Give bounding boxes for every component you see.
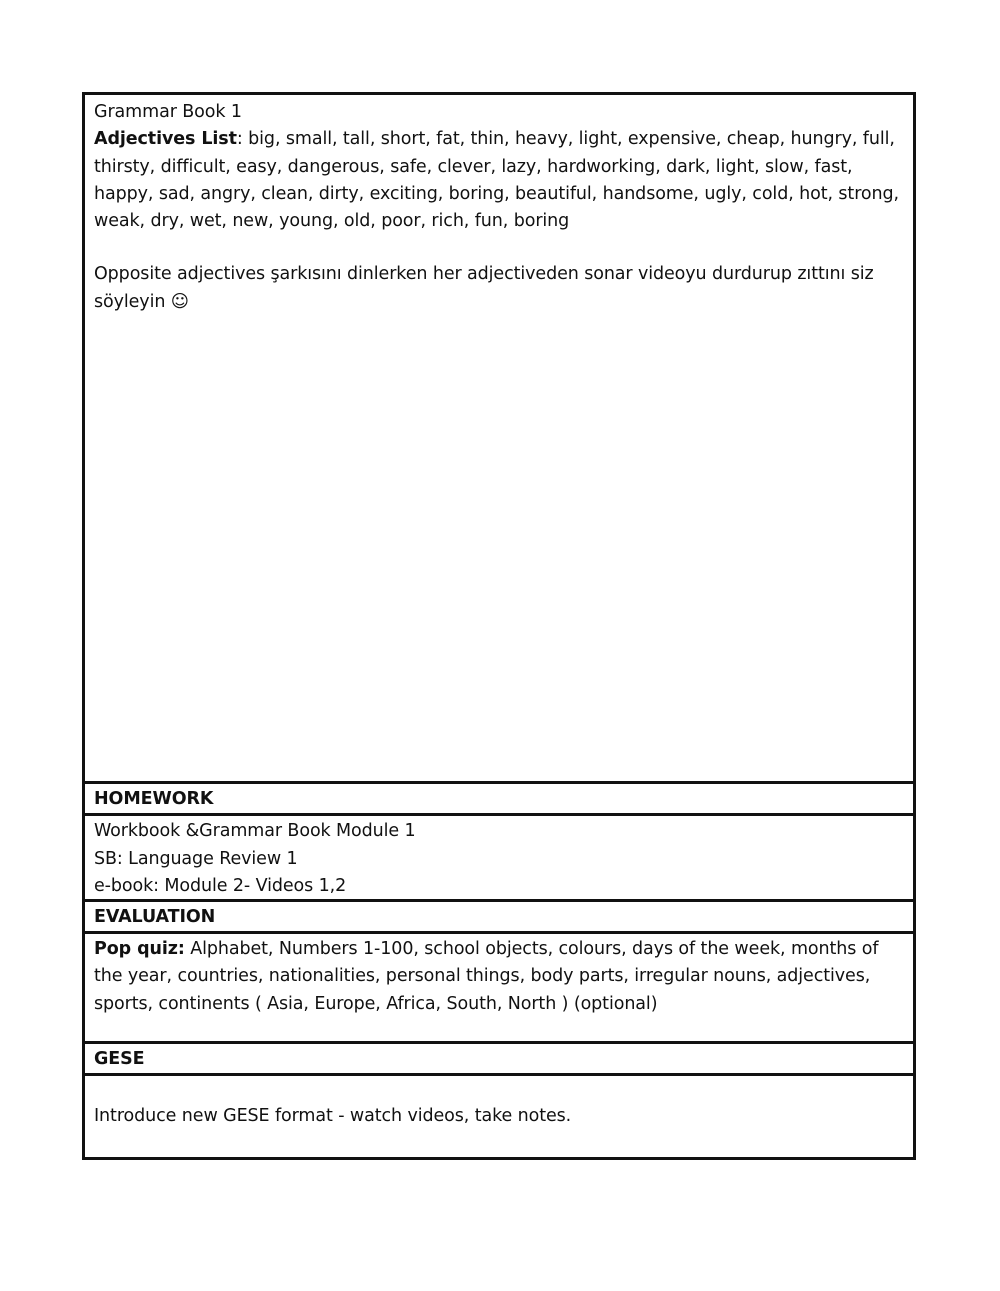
homework-item: SB: Language Review 1: [94, 848, 298, 869]
pop-quiz-topics: Alphabet, Numbers 1-100, school objects, colours, days of the week, months of the year, countries, nationalities, personal things, body parts, irregular nouns, adjectives, sports, continents ( Asia, Europe, Africa, South, North ) (optional): [94, 939, 879, 1014]
instruction-text: Opposite adjectives şarkısını dinlerken her adjectiveden sonar videoyu durdurup zıttını siz söyleyin ☺: [94, 264, 874, 312]
gese-heading: GESE: [85, 1041, 913, 1073]
lesson-content-cell: [85, 95, 913, 781]
lesson-plan-table: [82, 92, 916, 1160]
homework-heading: HOMEWORK: [85, 781, 913, 813]
evaluation-heading: EVALUATION: [85, 899, 913, 931]
pop-quiz-text: [94, 936, 903, 1018]
gese-text: Introduce new GESE format - watch videos, take notes.: [94, 1106, 572, 1126]
homework-item: e-book: Module 2- Videos 1,2: [94, 876, 347, 896]
gese-cell: [85, 1073, 913, 1157]
evaluation-cell: [85, 931, 913, 1041]
homework-cell: [85, 813, 913, 899]
adjectives-text: : big, small, tall, short, fat, thin, heavy, light, expensive, cheap, hungry, full, thirsty, difficult, easy, dangerous, safe, clever, lazy, hardworking, dark, light, slow, fast, happy, sad, angry, clean, dirty, exciting, boring, beautiful, handsome, ugly, cold, hot, strong, weak, dry, wet, new, young, old, poor, rich, fun, boring: [94, 129, 899, 232]
adjectives-list: [94, 126, 903, 235]
adjectives-label: Adjectives List: [94, 129, 237, 150]
spacer: [94, 235, 903, 261]
pop-quiz-label: Pop quiz:: [94, 939, 185, 959]
homework-item: Workbook &Grammar Book Module 1: [94, 821, 416, 841]
grammar-book-line: Grammar Book 1: [94, 102, 242, 122]
